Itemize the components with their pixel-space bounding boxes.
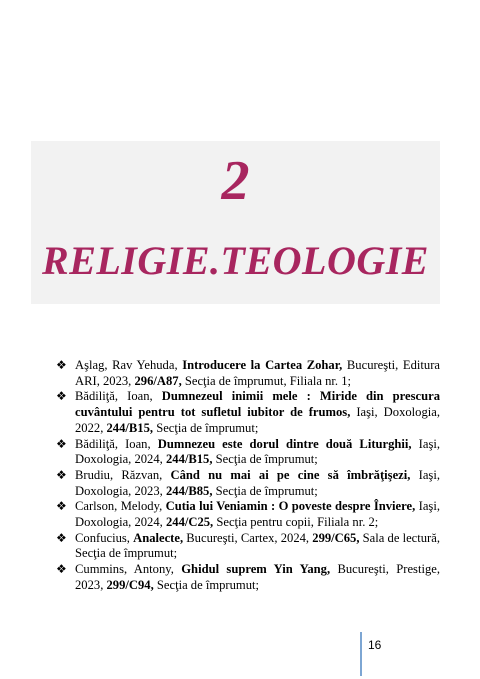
entry-author: Brudiu, Răzvan, [75,467,163,482]
bibliography-entry [56,389,440,436]
page-number: 16 [368,638,382,652]
entry-location: Secţia de împrumut; [215,483,318,498]
entry-call-number: 299/C94, [106,577,154,592]
entry-location: Secţia pentru copii, Filiala nr. 2; [216,515,379,530]
entry-location: Secţia de împrumut; [156,420,259,435]
chapter-number: 2 [221,150,250,212]
chapter-title: RELIGIE.TEOLOGIE [42,238,429,283]
bibliography-entry [56,499,440,530]
diamond-bullet-icon: ❖ [56,499,67,514]
entry-call-number: 244/B15, [165,452,213,467]
diamond-bullet-icon: ❖ [56,358,67,372]
diamond-bullet-icon: ❖ [56,389,67,404]
entry-author: Cummins, Antony, [75,562,174,577]
bibliography-entry [56,531,440,562]
entry-author: Confucius, [75,530,130,545]
entry-publication: Iaşi, Doxologia, 2022, [75,405,440,435]
diamond-bullet-icon: ❖ [56,562,67,577]
entry-title: Introducere la Cartea Zohar, [182,358,343,372]
bibliography-entry [56,437,440,468]
entry-publication: Iaşi, Doxologia, 2023, [75,467,440,498]
entry-publication: Bucureşti, Prestige, 2023, [75,562,440,592]
entry-call-number: 244/B85, [165,483,213,498]
entry-title: Ghidul suprem Yin Yang, [181,562,331,577]
entry-publication: Iaşi, Doxologia, 2024, [75,499,440,530]
bibliography-entry [56,358,440,389]
entry-author: Bădiliţă, Ioan, [75,436,151,451]
entry-location: Secţia de împrumut; [156,577,260,592]
entry-author: Aşlag, Rav Yehuda, [75,358,178,372]
entry-author: Carlson, Melody, [75,499,163,514]
entry-title: Dumnezeu este dorul dintre două Liturghii, [157,436,412,451]
entry-publication: Bucureşti, Cartex, 2024, [186,530,310,545]
entry-publication: Bucureşti, Editura ARI, 2023, [75,358,440,388]
diamond-bullet-icon: ❖ [56,530,67,545]
bibliography-list [56,358,440,594]
entry-location: Secţia de împrumut; [215,452,318,467]
entry-call-number: 299/C65, [312,530,360,545]
entry-location: Sala de lectură, Secţia de împrumut; [75,530,440,561]
entry-title: Dumnezeul inimii mele : Miride din prescura cuvântului pentru tot sufletul iubitor de frumos, [75,389,440,420]
bibliography-entry [56,468,440,499]
entry-location: Secţia de împrumut, Filiala nr. 1; [184,373,352,388]
entry-title: Cutia lui Veniamin : O poveste despre Înviere, [165,499,416,514]
entry-call-number: 296/A87, [134,373,182,388]
entry-title: Analecte, [133,530,184,545]
entry-author: Bădiliţă, Ioan, [75,389,153,404]
entry-call-number: 244/C25, [165,515,214,530]
page-number-rule [360,632,362,676]
diamond-bullet-icon: ❖ [56,467,67,482]
entry-call-number: 244/B15, [106,420,154,435]
bibliography-entry [56,562,440,593]
entry-title: Când nu mai ai pe cine să îmbrăţişezi, [170,467,411,482]
diamond-bullet-icon: ❖ [56,436,67,451]
chapter-banner [31,141,440,304]
entry-publication: Iaşi, Doxologia, 2024, [75,436,441,467]
